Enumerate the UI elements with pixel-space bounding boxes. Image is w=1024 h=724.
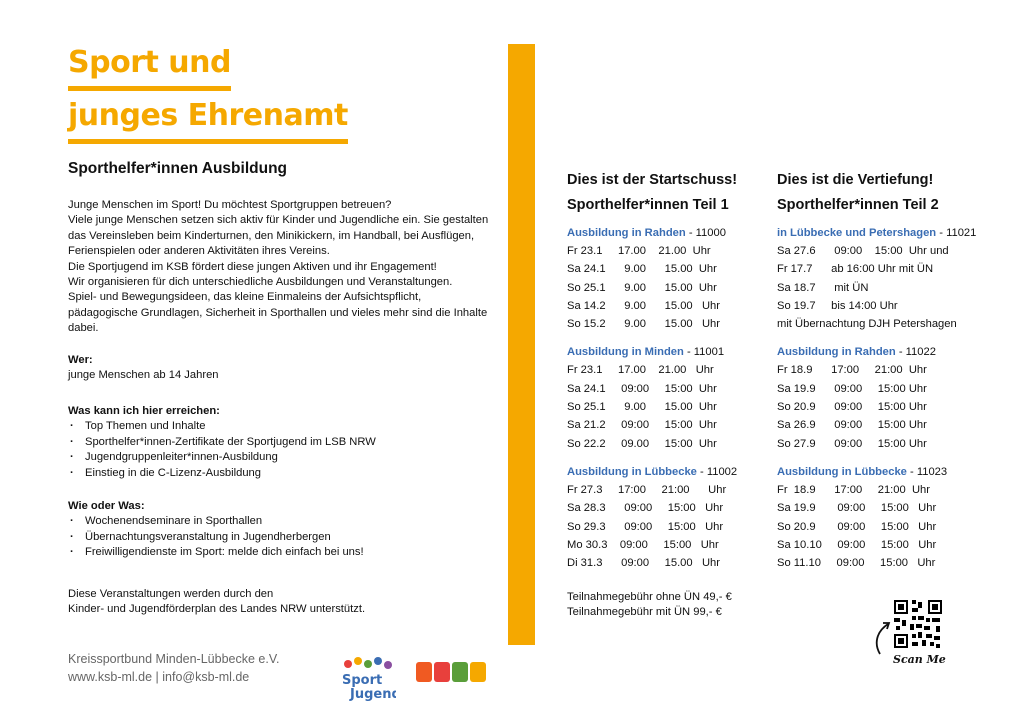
schedule-row: Sa 21.2 09:00 15:00 Uhr [567,419,717,432]
schedule-row: So 29.3 09:00 15:00 Uhr [567,520,724,533]
schedule-row: Sa 28.3 09:00 15:00 Uhr [567,502,724,515]
intro-line: Die Sportjugend im KSB fördert diese jungen Aktiven und ihr Engagement! [68,260,437,273]
footer-contact[interactable]: www.ksb-ml.de | info@ksb-ml.de [68,670,250,684]
list-item: · Sporthelfer*innen-Zertifikate der Sportjugend im LSB NRW [68,435,498,450]
list-item: · Freiwilligendienste im Sport: melde dich einfach bei uns! [68,545,498,560]
schedule-row: Sa 19.9 09:00 15:00 Uhr [777,502,937,515]
teil2-title-2: Sporthelfer*innen Teil 2 [777,197,939,213]
schedule-location: Ausbildung in Lübbecke [777,465,907,478]
schedule-code: - 11021 [936,227,977,239]
schedule-row: Sa 24.1 09:00 15:00 Uhr [567,382,717,395]
teil2-title-1: Dies ist die Vertiefung! [777,172,934,188]
sportjugend-logo [338,656,396,706]
intro-line: Spiel- und Bewegungsideen, das kleine Einmaleins der Aufsichtspflicht, [68,291,422,304]
schedule-row: Fr 18.9 17:00 21:00 Uhr [777,483,930,496]
schedule-row: Sa 18.7 mit ÜN [777,281,869,294]
logo-text-jugend: Jugend [350,687,396,702]
accent-bar [508,44,535,645]
wer-label: Wer: [68,354,93,366]
list-item: · Übernachtungsveranstaltung in Jugendherbergen [68,530,498,545]
list-item: · Wochenendseminare in Sporthallen [68,514,498,529]
schedule-row: So 22.2 09.00 15:00 Uhr [567,437,717,450]
intro-line: dabei. [68,322,99,335]
schedule-row: So 25.1 9.00 15.00 Uhr [567,401,717,414]
headline [68,40,348,146]
schedule-location: Ausbildung in Rahden [777,346,896,359]
schedule-row: Sa 26.9 09:00 15:00 Uhr [777,419,927,432]
intro-line: Ferienspielen oder anderen Aktivitäten ihres Vereins. [68,245,330,258]
schedule-heading [777,343,997,361]
schedule-heading [567,224,777,242]
intro-line: Junge Menschen im Sport! Du möchtest Sportgruppen betreuen? [68,199,392,211]
schedule-location: Ausbildung in Lübbecke [567,465,697,478]
headline-line-2: junges Ehrenamt [68,93,348,144]
schedule-row: So 15.2 9.00 15.00 Uhr [567,318,720,331]
logo-box [470,662,486,682]
schedule-row: So 20.9 09:00 15:00 Uhr [777,520,937,533]
list-item: · Einstieg in die C-Lizenz-Ausbildung [68,466,498,481]
list-item: · Jugendgruppenleiter*innen-Ausbildung [68,450,498,465]
wer-text: junge Menschen ab 14 Jahren [68,369,219,382]
ksb-logo [416,662,488,682]
wie-label: Wie oder Was: [68,500,145,512]
fee-with-overnight: Teilnahmegebühr mit ÜN 99,- € [567,606,722,618]
schedule-location: Ausbildung in Minden [567,346,684,359]
qr-code-icon[interactable] [892,598,944,650]
subtitle: Sporthelfer*innen Ausbildung [68,160,288,177]
erreichen-section [68,404,498,481]
schedule-code: - 11002 [696,465,738,478]
schedule-code: - 11022 [895,346,936,359]
schedule-row: Sa 27.6 09:00 15:00 Uhr und [777,245,949,257]
intro-line: Viele junge Menschen setzen sich aktiv für Kinder und Jugendliche ein. Sie gestalten [68,214,489,227]
schedule-row: Fr 18.9 17:00 21:00 Uhr [777,364,927,377]
schedule-row: So 25.1 9.00 15.00 Uhr [567,281,717,294]
schedule-code: - 11023 [906,465,948,478]
teil2-column [777,168,997,572]
footer-org: Kreissportbund Minden-Lübbecke e.V. [68,652,280,666]
intro-paragraph [68,198,498,337]
schedule-row: Sa 19.9 09:00 15:00 Uhr [777,382,927,395]
schedule-row: So 19.7 bis 14:00 Uhr [777,299,898,312]
wie-list [68,514,498,560]
schedule-row: So 20.9 09:00 15:00 Uhr [777,401,927,414]
schedule-row: Sa 24.1 9.00 15.00 Uhr [567,263,717,276]
schedule-heading [777,224,997,242]
logo-box [434,662,450,682]
schedule-row: Sa 14.2 9.00 15.00 Uhr [567,299,720,312]
scan-me-label: Scan Me [893,653,946,666]
erreichen-label: Was kann ich hier erreichen: [68,405,220,417]
schedule-location: Ausbildung in Rahden [567,227,686,239]
schedule-heading [567,343,777,361]
teil1-column [567,168,777,572]
schedule-row: mit Übernachtung DJH Petershagen [777,318,957,331]
fees [567,590,732,620]
list-item: · Top Themen und Inhalte [68,419,498,434]
schedule-row: Mo 30.3 09:00 15:00 Uhr [567,538,719,551]
schedule-heading [777,463,997,481]
erreichen-list [68,419,498,481]
schedule-location: in Lübbecke und Petershagen [777,227,937,239]
schedule-row: Fr 23.1 17.00 21.00 Uhr [567,245,711,257]
intro-line: pädagogische Grundlagen, Sicherheit in Sporthallen und vieles mehr sind die Inhalte [68,306,488,319]
schedule-row: Sa 10.10 09:00 15:00 Uhr [777,538,937,551]
fee-without-overnight: Teilnahmegebühr ohne ÜN 49,- € [567,591,732,603]
teil1-title-1: Dies ist der Startschuss! [567,172,738,188]
funding-note [68,587,498,618]
footer [68,650,279,686]
schedule-code: - 11000 [685,227,726,239]
schedule-row: Fr 17.7 ab 16:00 Uhr mit ÜN [777,263,934,276]
logo-box [452,662,468,682]
logo-text-sport: Sport [342,673,383,688]
schedule-row: Fr 27.3 17:00 21:00 Uhr [567,483,727,496]
funding-line: Diese Veranstaltungen werden durch den [68,588,274,600]
wer-section [68,353,498,384]
headline-line-1: Sport und [68,40,231,91]
schedule-row: So 27.9 09:00 15:00 Uhr [777,437,927,450]
schedule-row: So 11.10 09:00 15:00 Uhr [777,557,936,570]
schedule-heading [567,463,777,481]
schedule-code: - 11001 [683,346,725,359]
intro-line: das Vereinsleben beim Kinderturnen, den Minikickern, im Handball, bei Ausflügen, [68,229,475,242]
teil1-title-2: Sporthelfer*innen Teil 1 [567,197,729,213]
schedule-row: Di 31.3 09:00 15.00 Uhr [567,557,720,570]
schedule-row: Fr 23.1 17.00 21.00 Uhr [567,364,714,377]
funding-line: Kinder- und Jugendförderplan des Landes NRW unterstützt. [68,603,366,616]
wie-section [68,499,498,561]
logo-box [416,662,432,682]
intro-line: Wir organisieren für dich unterschiedliche Ausbildungen und Veranstaltungen. [68,276,453,289]
